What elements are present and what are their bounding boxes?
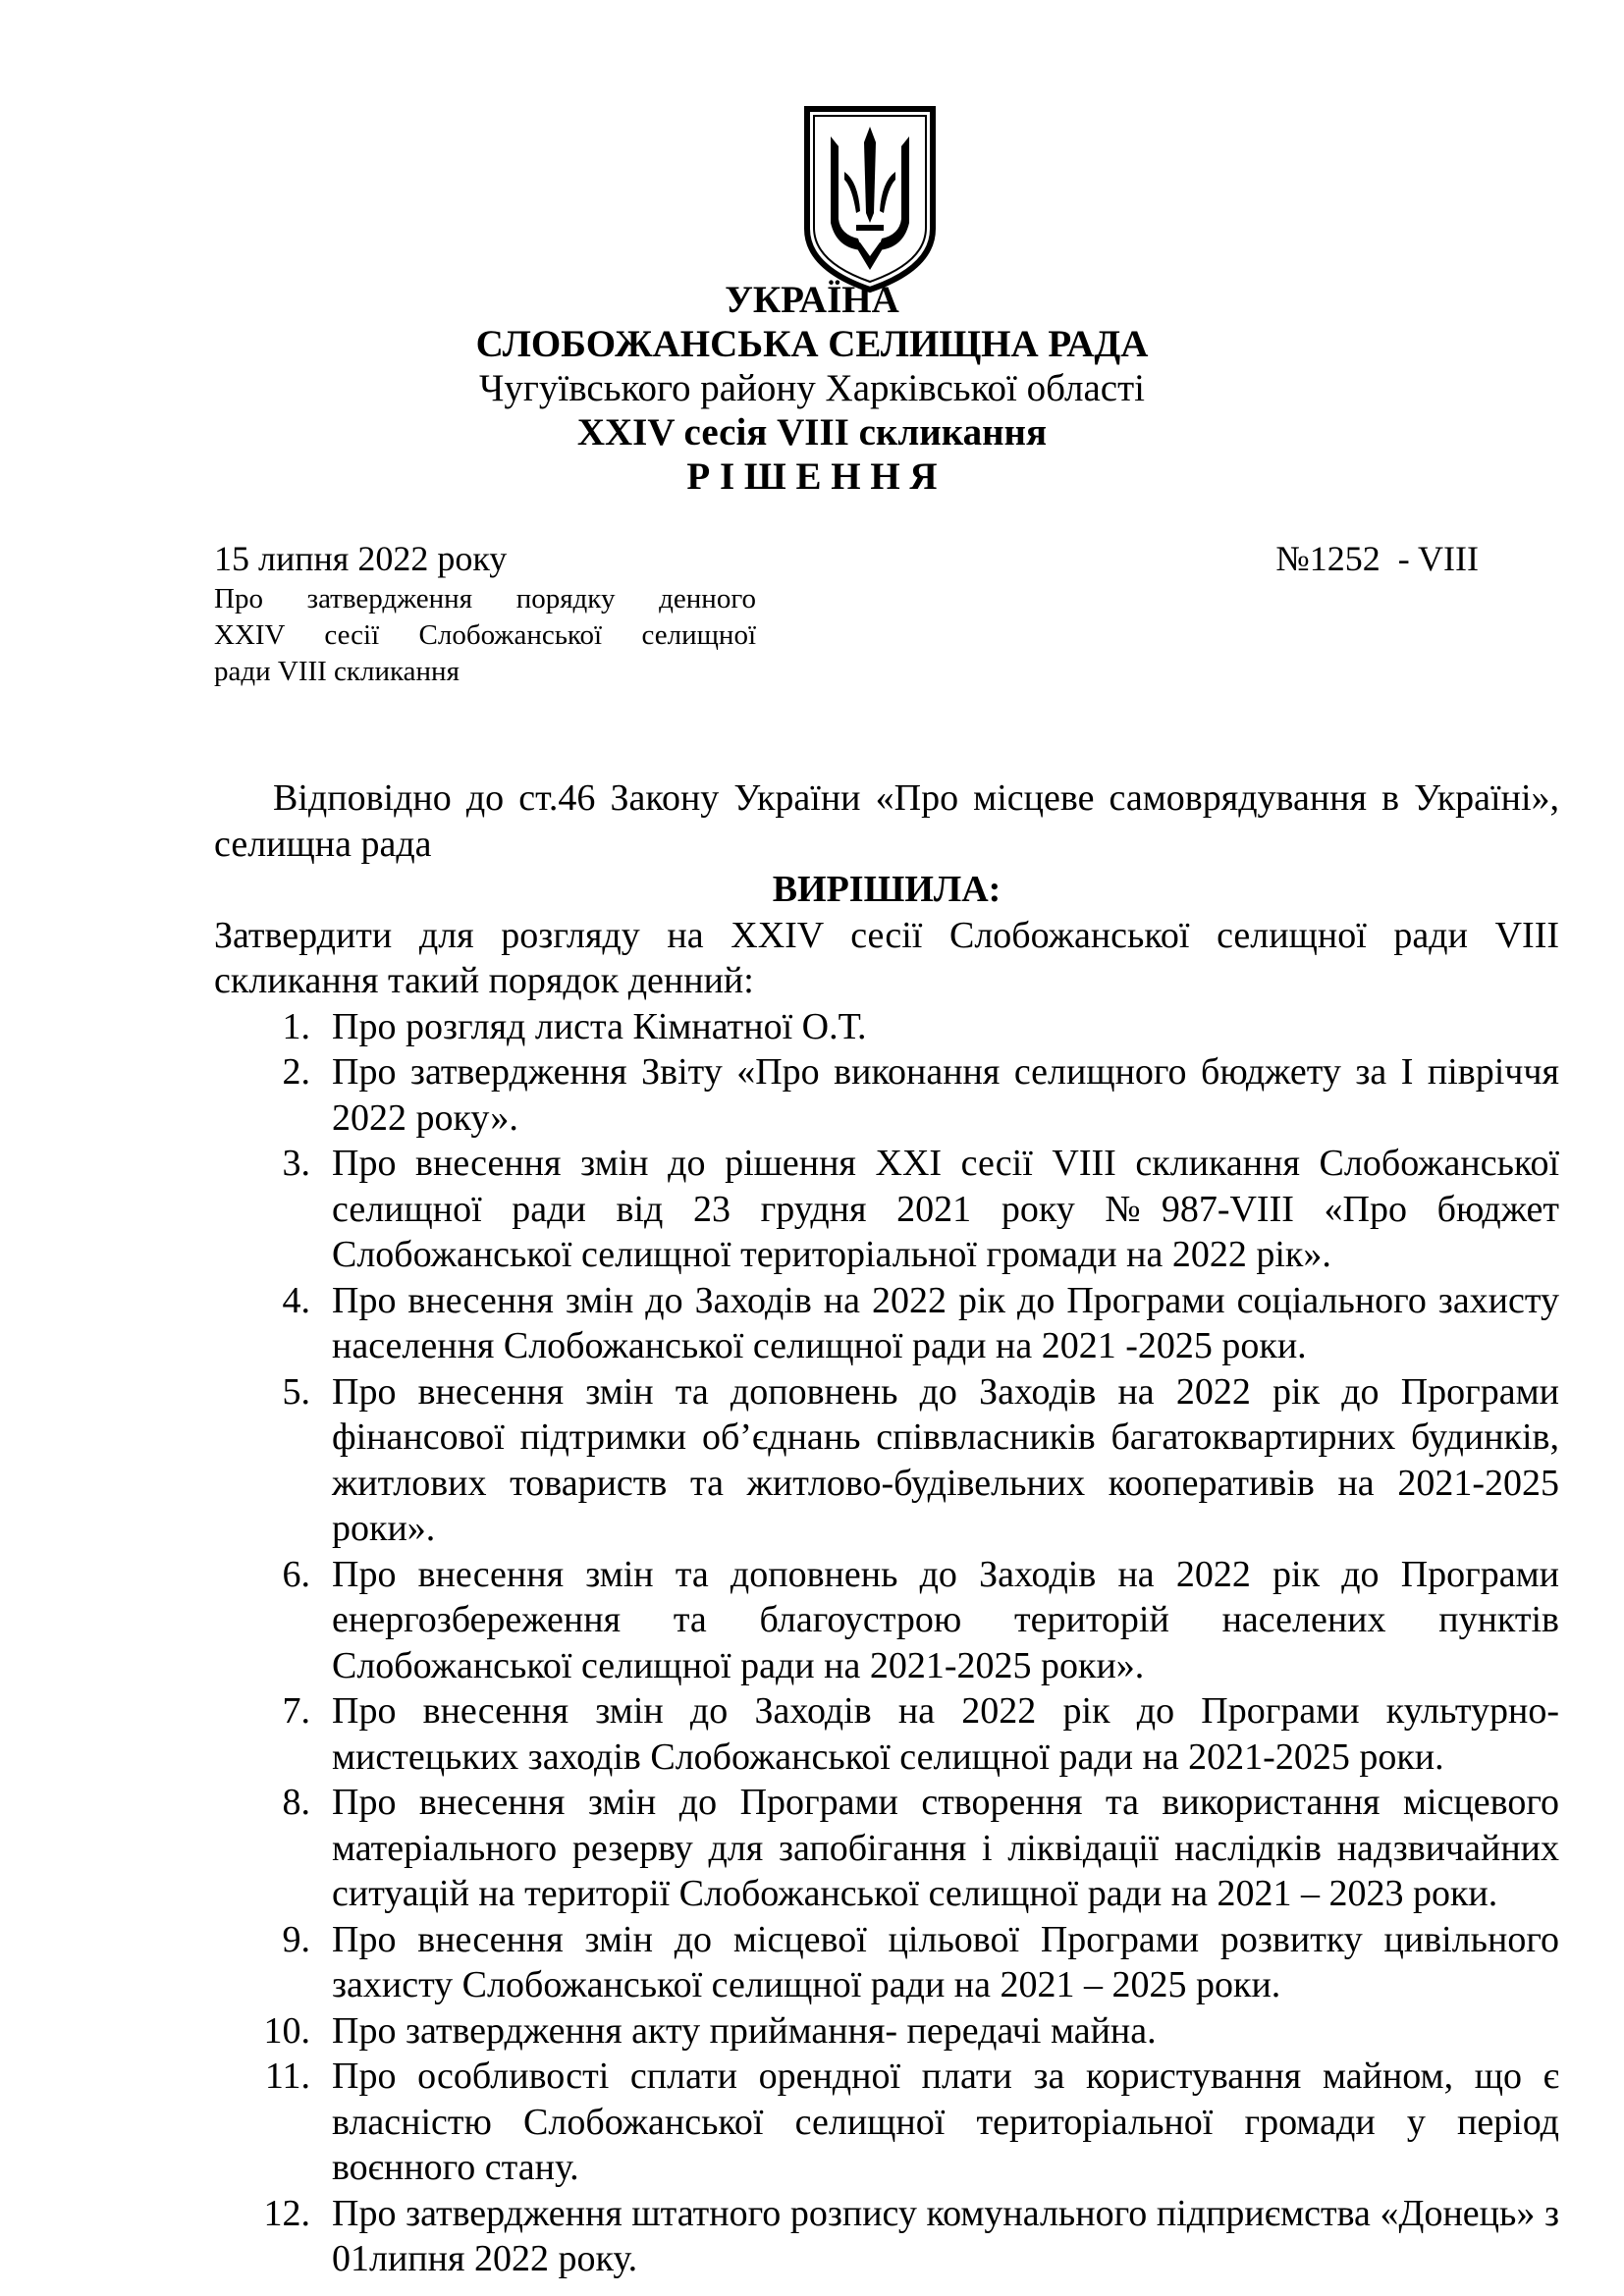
agenda-item: [214, 1049, 1559, 1141]
agenda-item: [214, 1552, 1559, 1689]
agenda-item-text: Про затвердження акту приймання- передачі майна.: [332, 2009, 1157, 2052]
agenda-item-number: 8.: [282, 1782, 310, 1823]
agenda-item-text: Про внесення змін та доповнень до Заходів на 2022 рік до Програми енергозбереження та благоустрою територій населених пунктів Слобожанської селищної ради на 2021-2025 роки».: [332, 1553, 1559, 1686]
document-type-title: Р І Ш Е Н Н Я: [686, 455, 938, 498]
agenda-item: [214, 1688, 1559, 1780]
agenda-item-text: Про внесення змін до місцевої цільової Програми розвитку цивільного захисту Слобожанської селищної ради на 2021 – 2025 роки.: [332, 1918, 1559, 2005]
agenda-item: [214, 1004, 1559, 1050]
subject-line: Про затвердження порядку денного: [214, 583, 756, 614]
agenda-item: [214, 1369, 1559, 1552]
agenda-item-text: Про затвердження Звіту «Про виконання селищного бюджету за І півріччя 2022 року».: [332, 1051, 1559, 1139]
agenda-item: [214, 2008, 1559, 2055]
agenda-item-text: Про внесення змін до Заходів на 2022 рік до Програми культурно-мистецьких заходів Слобожанської селищної ради на 2021-2025 роки.: [332, 1690, 1559, 1778]
agenda-list: [214, 1004, 1559, 2282]
agenda-item: [214, 2054, 1559, 2191]
agenda-item-number: 3.: [282, 1143, 310, 1184]
agenda-item-number: 4.: [282, 1279, 310, 1321]
decision-subject: [214, 581, 756, 690]
agenda-item-text: Про розгляд листа Кімнатної О.Т.: [332, 1005, 867, 1047]
subject-line: XXIV сесії Слобожанської селищної: [214, 619, 756, 651]
agenda-item-number: 12.: [263, 2192, 310, 2234]
agenda-item-text: Про особливості сплати орендної плати за користування майном, що є власністю Слобожанської селищної територіальної громади у період воєнного стану.: [332, 2056, 1559, 2188]
decision-heading: ВИРІШИЛА:: [772, 869, 1001, 910]
agenda-item-number: 1.: [282, 1005, 310, 1047]
agenda-item-number: 6.: [282, 1553, 310, 1595]
agenda-item: [214, 1917, 1559, 2008]
subject-line: ради VIII скликання: [214, 656, 460, 687]
agenda-item-number: 9.: [282, 1918, 310, 1960]
session-line: XXIV сесія VIII скликання: [576, 411, 1048, 454]
decision-number: №1252 - VIII: [1275, 539, 1479, 578]
document-header: [0, 278, 1624, 499]
country-title: УКРАЇНА: [725, 279, 899, 321]
district-line: Чугуївського району Харківської області: [479, 367, 1145, 409]
agenda-item-text: Про внесення змін до Заходів на 2022 рік до Програми соціального захисту населення Слобожанської селищної ради на 2021 -2025 роки.: [332, 1279, 1559, 1366]
agenda-item: [214, 1780, 1559, 1917]
agenda-item: [214, 1141, 1559, 1278]
decision-date: 15 липня 2022 року: [214, 539, 508, 578]
agenda-item-text: Про внесення змін до Програми створення та використання місцевого матеріального резерву для запобігання і ліквідації наслідків надзвичайних ситуацій на території Слобожанської селищної ради на 2021 – 2023 роки.: [332, 1782, 1559, 1914]
agenda-item-number: 2.: [282, 1051, 310, 1093]
agenda-item-text: Про внесення змін до рішення XXI сесії VIII скликання Слобожанської селищної ради від 23 грудня 2021 року №987-VIII «Про бюджет Слобожанської селищної територіальної громади на 2022 рік».: [332, 1143, 1559, 1275]
approve-paragraph: Затвердити для розгляду на XXIV сесії Слобожанської селищної ради VIII скликання такий порядок денний:: [214, 914, 1559, 1001]
preamble-paragraph: Відповідно до ст.46 Закону України «Про місцеве самоврядування в Україні», селищна рада: [214, 777, 1559, 865]
coat-of-arms-of-ukraine-icon: [801, 103, 939, 294]
agenda-item-text: Про затвердження штатного розпису комунального підприємства «Донець» з 01липня 2022 року.: [332, 2192, 1559, 2279]
agenda-item-number: 10.: [263, 2009, 310, 2052]
decision-body: [214, 775, 1559, 2282]
agenda-item-text: Про внесення змін та доповнень до Заходів на 2022 рік до Програми фінансової підтримки об’єднань співвласників багатоквартирних будинків, житлових товариств та житлово-будівельних кооперативів на 2021-2025 роки».: [332, 1370, 1559, 1549]
agenda-item-number: 11.: [264, 2056, 310, 2097]
agenda-item: [214, 1278, 1559, 1369]
agenda-item-number: 5.: [282, 1370, 310, 1413]
council-title: СЛОБОЖАНСЬКА СЕЛИЩНА РАДА: [475, 323, 1149, 365]
agenda-item: [214, 2191, 1559, 2282]
agenda-item-number: 7.: [282, 1690, 310, 1732]
